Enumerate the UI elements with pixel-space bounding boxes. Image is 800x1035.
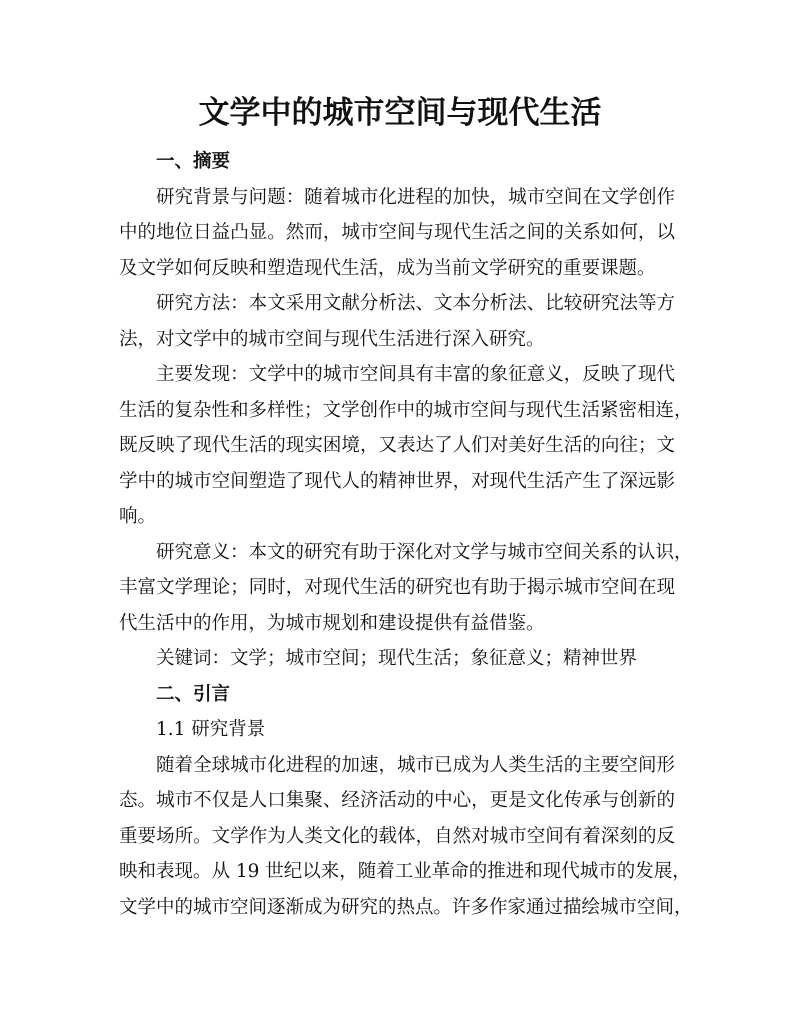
- paragraph-line: 主要发现：文学中的城市空间具有丰富的象征意义，反映了现代: [156, 364, 675, 385]
- paragraph-line: 研究方法：本文采用文献分析法、文本分析法、比较研究法等方: [156, 293, 675, 314]
- paragraph-line: 重要场所。文学作为人类文化的载体，自然对城市空间有着深刻的反: [119, 825, 675, 847]
- paragraph-line: 学中的城市空间塑造了现代人的精神世界，对现代生活产生了深远影: [119, 470, 675, 492]
- section-heading: 一、摘要: [156, 151, 231, 172]
- paragraph-line: 研究背景与问题：随着城市化进程的加快，城市空间在文学创作: [156, 186, 675, 208]
- paragraph-line: 随着全球城市化进程的加速，城市已成为人类生活的主要空间形: [156, 754, 675, 776]
- paragraph-line: 响。: [119, 506, 157, 527]
- paragraph-line: 文学中的城市空间逐渐成为研究的热点。许多作家通过描绘城市空间，: [119, 896, 693, 918]
- subsection-heading: 1.1 研究背景: [156, 719, 266, 740]
- paragraph-line: 映和表现。从 19 世纪以来，随着工业革命的推进和现代城市的发展，: [119, 861, 691, 882]
- paragraph-line: 生活的复杂性和多样性；文学创作中的城市空间与现代生活紧密相连，: [119, 399, 693, 421]
- paragraph-line: 态。城市不仅是人口集聚、经济活动的中心，更是文化传承与创新的: [119, 790, 675, 811]
- paragraph-line: 法，对文学中的城市空间与现代生活进行深入研究。: [119, 328, 545, 350]
- paragraph-line: 及文学如何反映和塑造现代生活，成为当前文学研究的重要课题。: [119, 257, 656, 279]
- section-heading: 二、引言: [156, 683, 231, 705]
- document-title: 文学中的城市空间与现代生活: [198, 95, 602, 131]
- paragraph-line: 关键词：文学；城市空间；现代生活；象征意义；精神世界: [156, 648, 638, 669]
- paragraph-line: 中的地位日益凸显。然而，城市空间与现代生活之间的关系如何，以: [119, 222, 675, 243]
- document-body: [119, 144, 693, 925]
- paragraph-line: 代生活中的作用，为城市规划和建设提供有益借鉴。: [119, 612, 545, 634]
- paragraph-line: 既反映了现代生活的现实困境，又表达了人们对美好生活的向往；文: [119, 435, 675, 456]
- paragraph-line: 研究意义：本文的研究有助于深化对文学与城市空间关系的认识，: [156, 541, 693, 563]
- paragraph-line: 丰富文学理论；同时，对现代生活的研究也有助于揭示城市空间在现: [119, 577, 675, 598]
